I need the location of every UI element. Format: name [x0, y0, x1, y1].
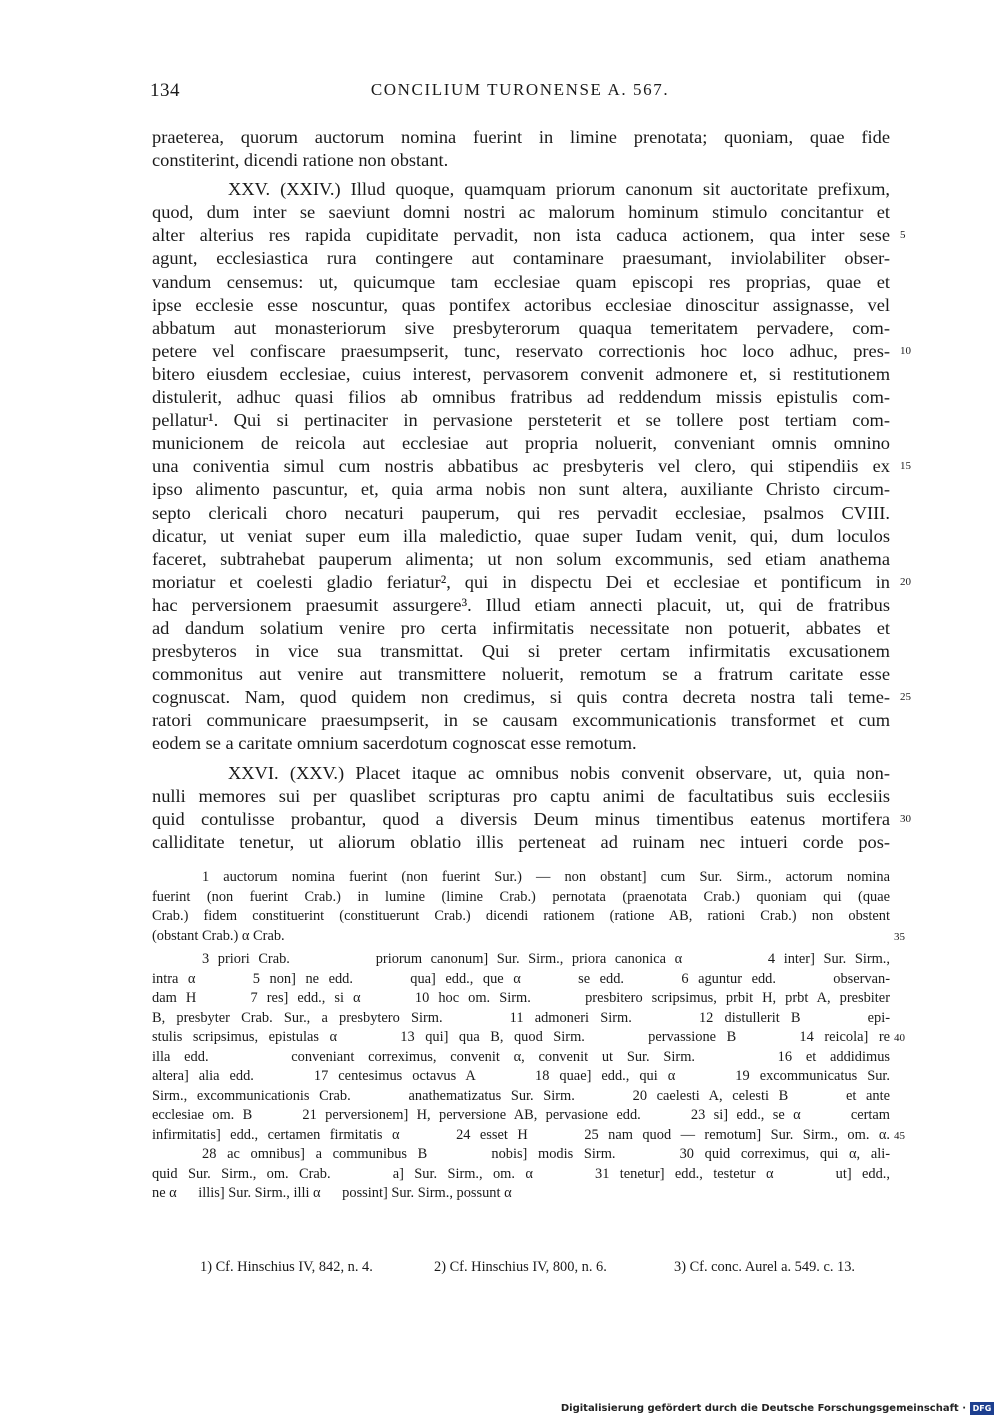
text-line-content: bitero eiusdem ecclesiae, cuius interest, pervasorem convenit admonere et, si restitutionem [152, 363, 890, 384]
text-line-content: moriatur et coelesti gladio feriatur², qui in dispectu Dei et ecclesiae et pontificum in [152, 571, 890, 592]
footnote-line-content: B, presbyter Crab. Sur., a presbytero Sirm. 11 admoneri Sirm. 12 distullerit B epi- [152, 1009, 890, 1026]
text-line-content: ratori communicare praesumpserit, in se causam excommunicationis transformet et cum [152, 710, 890, 731]
text-line [152, 640, 890, 663]
text-line [152, 247, 890, 270]
text-line [152, 224, 906, 247]
footnote-line [152, 1165, 890, 1185]
text-line [152, 548, 890, 571]
line-number: 10 [900, 344, 911, 357]
text-line-content: ipse ecclesie esse noscuntur, quas pontifex actoribus ecclesiae dinoscitur assignasse, vel [152, 294, 890, 315]
text-line-content: XXVI. (XXV.) Placet itaque ac omnibus nobis convenit observare, ut, quia non- [228, 762, 890, 783]
footnote-line [152, 1009, 890, 1029]
text-line [152, 732, 890, 755]
text-line [152, 178, 890, 201]
footnote-line-content: ne α illis] Sur. Sirm., illi α possint] Sur. Sirm., possunt α [152, 1185, 512, 1201]
text-line-content: faceret, subtrahebat pauperum alimenta; ut non solum excommunis, sed etiam anathema [152, 548, 890, 569]
text-line [152, 271, 890, 294]
footnote-line-content: Sirm., excommunicationis Crab. anathematizatus Sur. Sirm. 20 caelesti A, celesti B et ante [152, 1087, 890, 1104]
text-line-content: praeterea, quorum auctorum nomina fuerint in limine prenotata; quoniam, quae fide [152, 127, 890, 147]
text-line-content: eodem se a caritate omnium sacerdotum cognoscat esse remotum. [152, 733, 637, 754]
text-line [152, 785, 890, 808]
reference-notes [152, 1256, 890, 1278]
footnote-line-content: intra α 5 non] ne edd. qua] edd., que α se edd. 6 aguntur edd. observan- [152, 970, 890, 987]
text-line-content: municionem de reicola aut ecclesiae aut propria noluerit, conveniant omnis omnino [152, 433, 890, 454]
text-line [152, 149, 890, 172]
footnote-line [152, 868, 890, 888]
footnote-line [152, 989, 890, 1009]
text-line [152, 709, 890, 732]
footnote-line-content: ecclesiae om. B 21 perversionem] H, perversione AB, pervasione edd. 23 si] edd., se α certam [152, 1107, 890, 1123]
text-line [152, 525, 890, 548]
text-line [152, 294, 890, 317]
text-line-content: calliditate tenetur, ut aliorum oblatio illis perteneat ad ruinam nec intueri corde pos- [152, 831, 890, 852]
page-header [150, 80, 890, 110]
text-line-content: quid contulisse probantur, quod a diversis Deum minus timentibus eatenus mortifera [152, 808, 890, 829]
text-line-content: agunt, ecclesiastica rura contingere aut contaminare praesumant, inviolabiliter obser- [152, 248, 890, 269]
footnote-line [152, 907, 890, 927]
footnote-line-content: 28 ac omnibus] a communibus B nobis] modis Sirm. 30 quid correximus, qui α, ali- [202, 1146, 890, 1162]
text-line-content: petere vel confiscare praesumpserit, tunc, reservato correctionis hoc loco adhuc, pres- [152, 340, 890, 361]
text-line-content: quod, dum inter se saeviunt domni nostri ac malorum hominum stimulo concitantur et [152, 202, 890, 223]
text-line [152, 808, 911, 831]
digitization-note: Digitalisierung gefördert durch die Deutsche Forschungsgemeinschaft · [560, 1402, 966, 1414]
text-line-content: commonitus aut venire aut transmittere noluerit, remotum se a fratrum caritate esse [152, 664, 890, 685]
text-line [152, 363, 890, 386]
text-line [152, 617, 890, 640]
footnote-line-content: dam H 7 res] edd., si α 10 hoc om. Sirm. presbitero scripsimus, prbit H, prbt A, presbiter [152, 990, 890, 1006]
text-line-content: nulli memores sui per quaslibet scripturas pro captu animi de facultatibus suis ecclesiis [152, 785, 890, 806]
text-line-content: cognuscat. Nam, quod quidem non credimus, si quis contra decreta nostra tali teme- [152, 687, 890, 708]
footnote-line [152, 1067, 890, 1087]
text-line-content: alter alterius res rapida cupiditate pervadit, non ista caduca actionem, qua inter sese [152, 225, 890, 246]
footnote-line [152, 1184, 890, 1204]
line-number: 40 [894, 1032, 905, 1044]
main-text [152, 126, 911, 854]
text-line [152, 594, 890, 617]
text-line-content: septo clericali choro necaturi pauperum, qui res pervadit ecclesiae, psalmos CVIII. [152, 502, 890, 523]
line-number: 35 [894, 930, 905, 943]
footnote-line [152, 1087, 890, 1107]
footnote-line-content: stulis scripsimus, epistulas α 13 qui] qua B, quod Sirm. pervassione B 14 reicola] re [152, 1029, 890, 1045]
line-number: 5 [900, 229, 906, 242]
running-title: CONCILIUM TURONENSE A. 567. [370, 80, 670, 99]
text-line [152, 455, 911, 478]
text-line-content: hac perversionem praesumit assurgere³. Illud etiam annecti placuit, ut, qui de fratribus [152, 594, 890, 615]
text-line-content: vandum censemus: ut, quicumque tam ecclesiae quam episcopi res proprias, quae et [152, 271, 890, 292]
page-number: 134 [150, 80, 180, 101]
footnote-line [152, 1145, 890, 1165]
text-line [152, 502, 890, 525]
text-line-content: presbyteros in vice sua transmittat. Qui si preter certam infirmitatis excusationem [152, 641, 890, 662]
text-line-content: distulerit, adhuc quasi filios ab omnibus fratribus ad reddendum missis epistulis com- [152, 387, 890, 408]
text-line [152, 409, 890, 432]
text-line-content: XXV. (XXIV.) Illud quoque, quamquam priorum canonum sit auctoritate prefixum, [228, 179, 890, 200]
text-line-content: ad dandum solatium venire pro certa infirmitatis necessitate non potuerit, abbates et [152, 617, 890, 638]
footnote-line [152, 888, 890, 908]
text-line [152, 386, 890, 409]
text-line [152, 201, 890, 224]
footnote-line-content: 1 auctorum nomina fuerint (non fuerint Sur.) — non obstant] cum Sur. Sirm., actorum nomina [202, 869, 890, 885]
text-line [152, 686, 911, 709]
reference-note: 1) Cf. Hinschius IV, 842, n. 4. [200, 1259, 373, 1275]
text-line [152, 831, 890, 854]
text-line [152, 762, 890, 785]
footnote-line-content: quid Sur. Sirm., om. Crab. a] Sur. Sirm., om. α 31 tenetur] edd., testetur α ut] edd., [152, 1165, 890, 1182]
footnote-line-content: fuerint (non fuerint Crab.) in lumine (limine Crab.) pernotata (praenotata Crab.) quoniam qui (quae [152, 888, 890, 905]
footnote-line [152, 927, 905, 947]
footnote-line-content: (obstant Crab.) α Crab. [152, 927, 285, 944]
footnote-line-content: infirmitatis] edd., certamen firmitatis α 24 esset H 25 nam quod — remotum] Sur. Sirm., om. α. [152, 1126, 890, 1143]
critical-apparatus [152, 868, 905, 1204]
text-line-content: ipso alimento pascuntur, et, quia arma nobis non sunt altera, auxiliante Christo circum- [152, 479, 890, 500]
digitization-footer [561, 1400, 994, 1416]
footnote-line [152, 1028, 905, 1048]
footnote-line [152, 1106, 890, 1126]
text-line [152, 478, 890, 501]
footnote-line-content: illa edd. conveniant correximus, convenit α, convenit ut Sur. Sirm. 16 et addidimus [152, 1048, 890, 1065]
footnote-line-content: Crab.) fidem constituerint (constituerunt Crab.) dicendi rationem (ratione AB, rationi Crab.) non obstent [152, 908, 890, 924]
text-line-content: constiterint, dicendi ratione non obstant. [152, 150, 449, 171]
footnote-line [152, 970, 890, 990]
text-line-content: abbatum aut monasteriorum sive presbyterorum quaqua temeritatem pervadere, com- [152, 317, 890, 338]
text-line [152, 126, 890, 149]
text-line [152, 317, 890, 340]
dfg-logo-icon: DFG [970, 1402, 994, 1415]
line-number: 45 [894, 1129, 905, 1142]
reference-note: 3) Cf. conc. Aurel a. 549. c. 13. [674, 1259, 856, 1275]
text-line [152, 571, 911, 594]
text-line [152, 432, 890, 455]
text-line [152, 663, 890, 686]
text-line-content: pellatur¹. Qui si pertinaciter in pervasione persteterit et se tollere post tertiam com- [152, 410, 890, 431]
line-number: 30 [900, 812, 911, 825]
reference-note: 2) Cf. Hinschius IV, 800, n. 6. [434, 1259, 607, 1275]
line-number: 25 [900, 691, 911, 704]
line-number: 20 [900, 575, 911, 588]
line-number: 15 [900, 460, 911, 473]
footnote-line [152, 1126, 905, 1146]
footnote-line [152, 950, 890, 970]
footnote-line [152, 1048, 890, 1068]
text-line-content: una coniventia simul cum nostris abbatibus ac presbyteris vel clero, qui stipendiis ex [152, 456, 890, 477]
footnote-line-content: 3 priori Crab. priorum canonum] Sur. Sirm., priora canonica α 4 inter] Sur. Sirm., [202, 951, 890, 967]
text-line-content: dicatur, ut veniat super eum illa maledictio, quae super Iudam venit, qui, dum loculos [152, 525, 890, 546]
text-line [152, 340, 911, 363]
footnote-line-content: altera] alia edd. 17 centesimus octavus A 18 quae] edd., qui α 19 excommunicatus Sur. [152, 1068, 890, 1084]
